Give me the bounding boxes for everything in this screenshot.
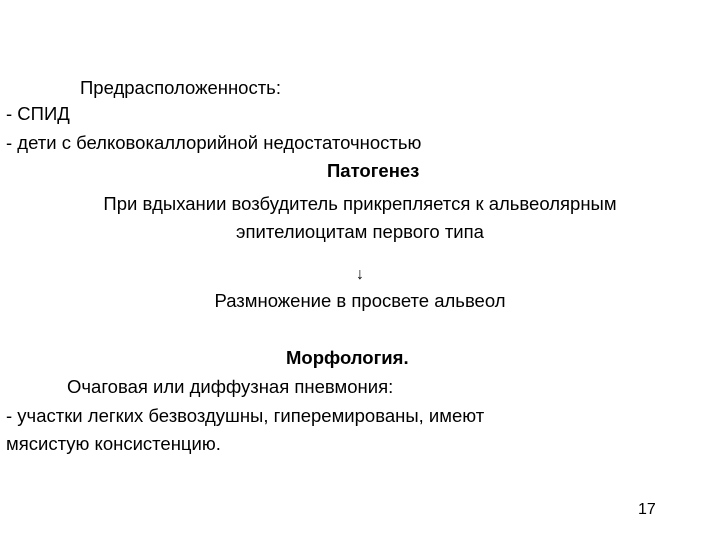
pathogenesis-line-1: При вдыхании возбудитель прикрепляется к альвеолярным <box>103 193 617 214</box>
pathogenesis-heading: Патогенез <box>327 160 420 181</box>
predisposition-item-aids: - СПИД <box>6 103 70 124</box>
down-arrow-icon: ↓ <box>356 266 364 283</box>
pathogenesis-line-2: эпителиоцитам первого типа <box>236 221 484 242</box>
morphology-intro: Очаговая или диффузная пневмония: <box>67 376 394 397</box>
reproduction-text: Размножение в просвете альвеол <box>214 290 506 311</box>
predisposition-item-children: - дети с белковокаллорийной недостаточностью <box>6 132 422 153</box>
predisposition-heading: Предрасположенность: <box>80 77 281 98</box>
morphology-line-1: - участки легких безвоздушны, гиперемированы, имеют <box>6 405 485 426</box>
page-number: 17 <box>638 501 656 518</box>
morphology-line-2: мясистую консистенцию. <box>6 433 221 454</box>
morphology-heading: Морфология. <box>286 347 409 368</box>
